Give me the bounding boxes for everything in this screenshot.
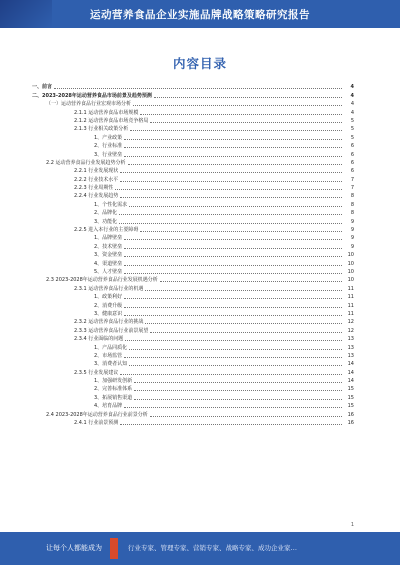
toc-entry[interactable] <box>32 132 354 140</box>
toc-entry[interactable] <box>32 90 354 98</box>
toc-entry[interactable] <box>32 317 354 325</box>
toc-leader-dots <box>124 239 342 240</box>
toc-leader-dots <box>150 416 342 417</box>
toc-entry[interactable] <box>32 342 354 350</box>
toc-entry-page: 8 <box>350 193 354 200</box>
toc-leader-dots <box>115 189 342 190</box>
toc-entry-title: 2.4.1 行业前景预测 <box>74 420 119 427</box>
toc-entry-page: 15 <box>347 403 354 410</box>
table-of-contents <box>32 82 354 426</box>
toc-entry-page: 9 <box>350 218 354 225</box>
toc-entry-page: 13 <box>347 352 354 359</box>
toc-entry-title: 2、行业标准 <box>94 143 123 150</box>
toc-entry[interactable] <box>32 116 354 124</box>
toc-entry-title: 2.1.1 运动营养食品市场规模 <box>74 109 139 116</box>
toc-entry[interactable] <box>32 225 354 233</box>
toc-leader-dots <box>124 265 342 266</box>
toc-entry-title: 4、渠道壁垒 <box>94 260 123 267</box>
footer-flag-decoration <box>110 538 118 559</box>
toc-entry-title: 2.1.2 运动营养食品市场竞争格局 <box>74 117 149 124</box>
toc-entry-title: 5、人才壁垒 <box>94 268 123 275</box>
toc-heading: 内容目录 <box>172 56 227 71</box>
toc-entry-title: 2.3 2023-2028年运动营养食品行业发展机遇分析 <box>46 277 158 284</box>
toc-leader-dots <box>140 114 342 115</box>
toc-entry[interactable] <box>32 191 354 199</box>
toc-entry-page: 15 <box>347 386 354 393</box>
toc-leader-dots <box>124 156 342 157</box>
toc-entry-title: 2.2 运动营养食品行业发展趋势分析 <box>46 159 126 166</box>
toc-entry[interactable] <box>32 384 354 392</box>
toc-entry-title: 一、前言 <box>32 84 53 91</box>
toc-entry-title: 二、2023-2028年运动营养食品市场前景及趋势预测 <box>32 92 152 99</box>
toc-entry-page: 6 <box>350 143 354 150</box>
toc-entry[interactable] <box>32 124 354 132</box>
toc-leader-dots <box>129 365 342 366</box>
toc-leader-dots <box>124 298 342 299</box>
toc-entry[interactable] <box>32 367 354 375</box>
toc-entry-page: 11 <box>347 302 354 309</box>
toc-entry[interactable] <box>32 107 354 115</box>
toc-entry-title: 1、品牌壁垒 <box>94 235 123 242</box>
toc-leader-dots <box>124 315 342 316</box>
toc-entry[interactable] <box>32 250 354 258</box>
toc-entry[interactable] <box>32 300 354 308</box>
toc-entry-page: 11 <box>347 310 354 317</box>
toc-leader-dots <box>150 122 342 123</box>
toc-entry-title: 1、个性化需求 <box>94 201 128 208</box>
toc-leader-dots <box>160 281 342 282</box>
toc-entry-title: 1、产品同质化 <box>94 344 128 351</box>
toc-entry-page: 10 <box>347 252 354 259</box>
toc-entry-title: 3、资金壁垒 <box>94 252 123 259</box>
toc-entry-page: 12 <box>347 327 354 334</box>
toc-entry-title: 4、培育品牌 <box>94 403 123 410</box>
toc-leader-dots <box>124 407 342 408</box>
toc-leader-dots <box>134 382 342 383</box>
toc-leader-dots <box>54 88 342 89</box>
toc-entry-title: 2、品牌化 <box>94 210 118 217</box>
toc-leader-dots <box>145 323 342 324</box>
toc-entry-page: 6 <box>350 151 354 158</box>
toc-leader-dots <box>134 390 342 391</box>
toc-entry[interactable] <box>32 141 354 149</box>
toc-entry-page: 8 <box>350 210 354 217</box>
toc-entry[interactable] <box>32 216 354 224</box>
toc-leader-dots <box>150 332 342 333</box>
toc-entry-page: 14 <box>347 361 354 368</box>
toc-entry-page: 4 <box>350 109 354 116</box>
header-bar <box>0 0 400 28</box>
toc-entry-title: 2.2.1 行业发展现状 <box>74 168 119 175</box>
toc-entry-page: 7 <box>350 185 354 192</box>
toc-leader-dots <box>124 273 342 274</box>
toc-entry-page: 5 <box>350 126 354 133</box>
toc-entry-title: 2、完善标准体系 <box>94 386 133 393</box>
toc-leader-dots <box>120 374 342 375</box>
toc-leader-dots <box>125 340 342 341</box>
toc-entry-page: 8 <box>350 201 354 208</box>
toc-entry[interactable] <box>32 258 354 266</box>
toc-entry[interactable] <box>32 392 354 400</box>
footer-slogan-left: 让每个人都能成为 <box>46 544 102 552</box>
toc-entry-page: 15 <box>347 394 354 401</box>
toc-entry-page: 12 <box>347 319 354 326</box>
toc-entry-page: 16 <box>347 420 354 427</box>
toc-entry[interactable] <box>32 275 354 283</box>
toc-entry[interactable] <box>32 99 354 107</box>
toc-leader-dots <box>124 147 342 148</box>
toc-entry[interactable] <box>32 334 354 342</box>
toc-entry-page: 7 <box>350 176 354 183</box>
toc-entry-title: 3、健康意识 <box>94 310 123 317</box>
toc-entry-page: 6 <box>350 168 354 175</box>
toc-entry-title: 3、拓展销售渠道 <box>94 394 133 401</box>
toc-entry-title: 2.1.3 行业相关政策分析 <box>74 126 129 133</box>
toc-entry-page: 13 <box>347 344 354 351</box>
toc-entry[interactable] <box>32 208 354 216</box>
toc-entry-title: 1、加强研发创新 <box>94 378 133 385</box>
toc-entry[interactable] <box>32 183 354 191</box>
toc-entry-title: 2.3.4 行业面临的问题 <box>74 336 124 343</box>
toc-entry[interactable] <box>32 82 354 90</box>
toc-entry[interactable] <box>32 158 354 166</box>
toc-entry[interactable] <box>32 149 354 157</box>
toc-entry-page: 11 <box>347 294 354 301</box>
toc-entry-title: 3、行业壁垒 <box>94 151 123 158</box>
toc-entry-title: 1、产业政策 <box>94 134 123 141</box>
toc-leader-dots <box>124 248 342 249</box>
toc-entry[interactable] <box>32 376 354 384</box>
toc-entry-title: （一）运动营养食品行业宏观市场分析 <box>46 101 132 108</box>
toc-entry[interactable] <box>32 351 354 359</box>
toc-entry-page: 9 <box>350 243 354 250</box>
toc-entry-title: 2.3.5 行业发展建议 <box>74 369 119 376</box>
toc-leader-dots <box>133 105 342 106</box>
document-title: 运动营养食品企业实施品牌战略策略研究报告 <box>90 9 310 21</box>
toc-entry[interactable] <box>32 401 354 409</box>
toc-entry-page: 14 <box>347 369 354 376</box>
toc-entry-page: 6 <box>350 159 354 166</box>
toc-leader-dots <box>120 181 342 182</box>
toc-entry-title: 2.2.2 行业技术水平 <box>74 176 119 183</box>
toc-entry[interactable] <box>32 418 354 426</box>
toc-leader-dots <box>128 164 342 165</box>
toc-entry[interactable] <box>32 199 354 207</box>
footer-slogan-right: 行业专家、管理专家、营销专家、战略专家、成功企业家… <box>128 544 297 552</box>
toc-entry-title: 2、市场监管 <box>94 352 123 359</box>
toc-entry-page: 9 <box>350 227 354 234</box>
toc-entry-title: 2、消费升级 <box>94 302 123 309</box>
toc-leader-dots <box>120 424 342 425</box>
toc-entry[interactable] <box>32 292 354 300</box>
toc-entry[interactable] <box>32 166 354 174</box>
toc-entry-page: 4 <box>350 101 354 108</box>
toc-entry-page: 5 <box>350 134 354 141</box>
toc-entry-page: 5 <box>350 117 354 124</box>
toc-leader-dots <box>120 172 342 173</box>
toc-entry-page: 10 <box>347 268 354 275</box>
footer-bar <box>0 532 400 565</box>
toc-leader-dots <box>124 139 342 140</box>
toc-leader-dots <box>154 97 342 98</box>
toc-entry[interactable] <box>32 233 354 241</box>
toc-entry[interactable] <box>32 174 354 182</box>
toc-entry-page: 14 <box>347 378 354 385</box>
toc-entry[interactable] <box>32 267 354 275</box>
page-number: 1 <box>350 522 354 528</box>
toc-entry-title: 2.4 2023-2028年运动营养食品行业前景分析 <box>46 411 148 418</box>
toc-entry-title: 1、政策利好 <box>94 294 123 301</box>
toc-leader-dots <box>129 206 342 207</box>
toc-entry-title: 3、功能化 <box>94 218 118 225</box>
toc-entry[interactable] <box>32 241 354 249</box>
toc-entry-title: 2.2.3 行业周期性 <box>74 185 114 192</box>
toc-entry-page: 9 <box>350 235 354 242</box>
toc-entry[interactable] <box>32 359 354 367</box>
toc-leader-dots <box>129 349 342 350</box>
toc-entry-page: 4 <box>350 84 354 91</box>
toc-entry[interactable] <box>32 409 354 417</box>
toc-leader-dots <box>130 130 342 131</box>
toc-leader-dots <box>145 290 342 291</box>
toc-entry-page: 16 <box>347 411 354 418</box>
toc-leader-dots <box>134 399 342 400</box>
toc-entry-title: 2.3.2 运动营养食品行业的挑战 <box>74 319 144 326</box>
toc-leader-dots <box>124 256 342 257</box>
toc-entry[interactable] <box>32 283 354 291</box>
toc-entry-page: 11 <box>347 285 354 292</box>
toc-entry-title: 3、消费者认知 <box>94 361 128 368</box>
toc-entry-page: 10 <box>347 277 354 284</box>
toc-entry-page: 4 <box>350 92 354 99</box>
toc-entry-page: 10 <box>347 260 354 267</box>
toc-entry[interactable] <box>32 325 354 333</box>
toc-leader-dots <box>124 307 342 308</box>
toc-leader-dots <box>119 214 342 215</box>
toc-entry-title: 2.2.4 行业发展趋势 <box>74 193 119 200</box>
toc-entry-title: 2.2.5 进入本行业的主要障碍 <box>74 227 139 234</box>
toc-entry[interactable] <box>32 309 354 317</box>
toc-entry-page: 13 <box>347 336 354 343</box>
toc-entry-title: 2、技术壁垒 <box>94 243 123 250</box>
toc-leader-dots <box>124 357 342 358</box>
toc-leader-dots <box>119 223 342 224</box>
toc-leader-dots <box>120 197 342 198</box>
toc-leader-dots <box>140 231 342 232</box>
toc-entry-title: 2.3.1 运动营养食品行业的机遇 <box>74 285 144 292</box>
toc-entry-title: 2.3.3 运动营养食品行业前景展望 <box>74 327 149 334</box>
